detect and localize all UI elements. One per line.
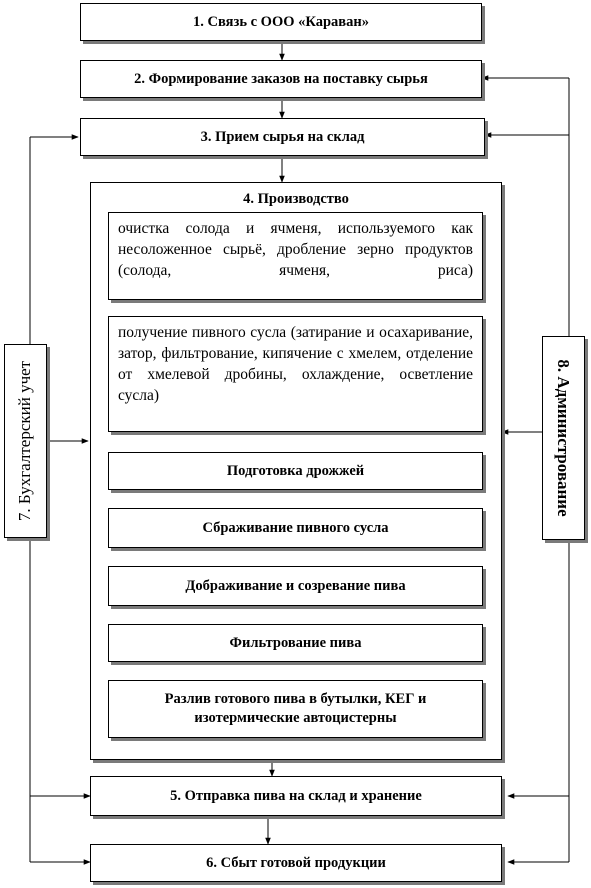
step-3-label: 3. Прием сырья на склад — [200, 128, 365, 145]
step-2-label: 2. Формирование заказов на поставку сырья — [134, 70, 428, 87]
production-step-2-text: получение пивного сусла (затирание и осахаривание, затор, фильтрование, кипячение с хмелем, отделение от хмелевой дробины, охлаждение, осветление сусла) — [118, 324, 473, 404]
production-step-7-label: Разлив готового пива в бутылки, КЕГ и изотермические автоцистерны — [164, 691, 427, 726]
production-step-1-text: очистка солода и ячменя, используемого как несоложенное сырьё, дробление зерно продуктов (солода, ячменя, риса) — [118, 220, 473, 279]
step-1-label: 1. Связь с ООО «Караван» — [193, 13, 369, 30]
step-7-label: 7. Бухгалтерский учет — [15, 360, 34, 522]
production-step-5-label: Дображивание и созревание пива — [185, 577, 406, 594]
production-step-4-label: Сбраживание пивного сусла — [202, 519, 389, 536]
step-6-label: 6. Сбыт готовой продукции — [206, 854, 386, 871]
step-4-label: 4. Производство — [243, 190, 349, 207]
production-step-3-label: Подготовка дрожжей — [226, 462, 365, 479]
step-8-label: 8. Администрование — [554, 359, 573, 517]
step-5-label: 5. Отправка пива на склад и хранение — [170, 787, 422, 804]
production-step-6-label: Фильтрование пива — [229, 634, 362, 651]
